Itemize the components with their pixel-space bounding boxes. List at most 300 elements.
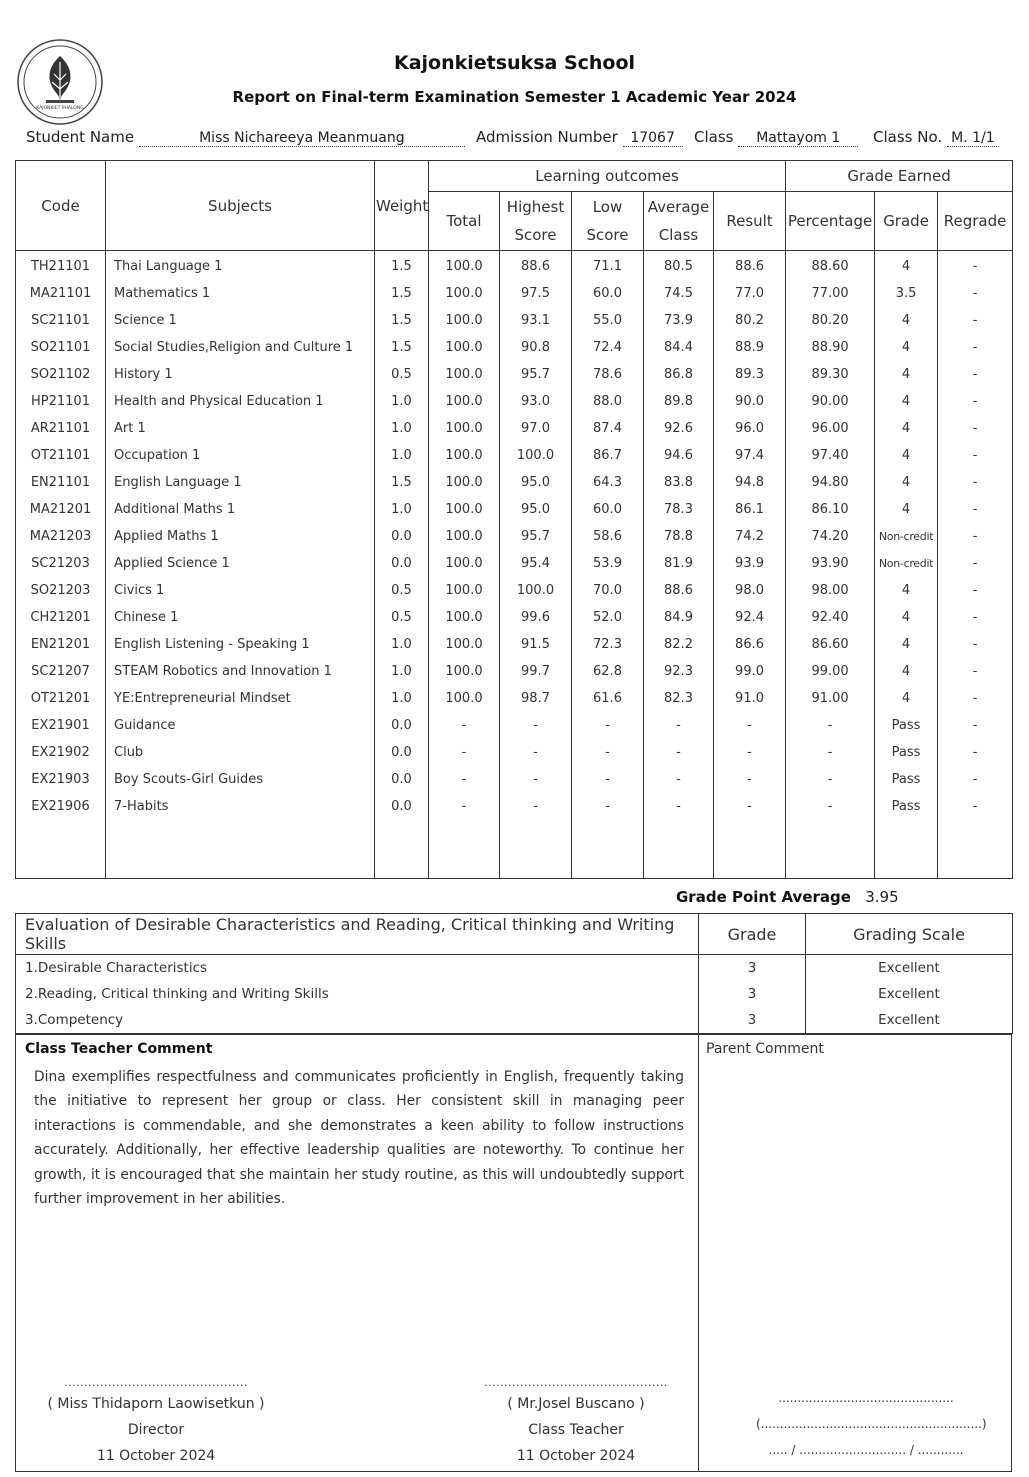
table-row bbox=[16, 280, 1013, 307]
cell-total: 100.0 bbox=[429, 550, 500, 577]
header-code: Code bbox=[16, 161, 106, 251]
cell-low-score: 60.0 bbox=[572, 496, 644, 523]
cell-percentage: 93.90 bbox=[786, 550, 875, 577]
cell-percentage: 90.00 bbox=[786, 388, 875, 415]
header-grade: Grade bbox=[875, 192, 938, 251]
table-row bbox=[16, 307, 1013, 334]
cell-low-score: - bbox=[572, 766, 644, 793]
table-row bbox=[16, 523, 1013, 550]
cell-highest-score: 97.0 bbox=[500, 415, 572, 442]
comments-divider bbox=[698, 1035, 699, 1471]
cell-average-class: 74.5 bbox=[644, 280, 714, 307]
table-row bbox=[16, 388, 1013, 415]
cell-total: 100.0 bbox=[429, 604, 500, 631]
cell-percentage: 94.80 bbox=[786, 469, 875, 496]
cell-subject: 7-Habits bbox=[106, 793, 375, 820]
cell-regrade: - bbox=[938, 415, 1013, 442]
cell-result: - bbox=[714, 793, 786, 820]
cell-subject: Civics 1 bbox=[106, 577, 375, 604]
cell-result: 86.6 bbox=[714, 631, 786, 658]
cell-weight: 0.0 bbox=[375, 712, 429, 739]
cell-low-score: 64.3 bbox=[572, 469, 644, 496]
cell-average-class: 82.3 bbox=[644, 685, 714, 712]
cell-result: - bbox=[714, 766, 786, 793]
cell-percentage: 77.00 bbox=[786, 280, 875, 307]
school-name: Kajonkietsuksa School bbox=[393, 52, 636, 74]
table-row bbox=[16, 712, 1013, 739]
director-signature-line: .............................................. bbox=[64, 1376, 248, 1389]
gpa-value: 3.95 bbox=[865, 888, 899, 906]
cell-weight: 1.0 bbox=[375, 658, 429, 685]
cell-percentage: 86.60 bbox=[786, 631, 875, 658]
cell-highest-score: - bbox=[500, 739, 572, 766]
cell-grade: 4 bbox=[875, 604, 938, 631]
cell-weight: 0.0 bbox=[375, 523, 429, 550]
cell-code: SC21207 bbox=[16, 658, 106, 685]
cell-low-score: - bbox=[572, 793, 644, 820]
cell-result: 99.0 bbox=[714, 658, 786, 685]
evaluation-grade: 3 bbox=[699, 981, 806, 1007]
cell-subject: Occupation 1 bbox=[106, 442, 375, 469]
evaluation-table bbox=[15, 913, 1013, 1034]
cell-highest-score: 99.7 bbox=[500, 658, 572, 685]
cell-subject: Art 1 bbox=[106, 415, 375, 442]
cell-weight: 1.0 bbox=[375, 496, 429, 523]
cell-subject: Health and Physical Education 1 bbox=[106, 388, 375, 415]
cell-result: 89.3 bbox=[714, 361, 786, 388]
evaluation-item: 2.Reading, Critical thinking and Writing Skills bbox=[16, 981, 699, 1007]
class-label: Class bbox=[694, 128, 734, 146]
table-row bbox=[16, 604, 1013, 631]
cell-result: 98.0 bbox=[714, 577, 786, 604]
cell-percentage: 86.10 bbox=[786, 496, 875, 523]
header-percentage: Percentage bbox=[786, 192, 875, 251]
class-teacher-date: 11 October 2024 bbox=[516, 1448, 636, 1464]
cell-total: 100.0 bbox=[429, 388, 500, 415]
cell-average-class: 89.8 bbox=[644, 388, 714, 415]
cell-regrade: - bbox=[938, 361, 1013, 388]
cell-highest-score: 95.7 bbox=[500, 361, 572, 388]
cell-average-class: 88.6 bbox=[644, 577, 714, 604]
cell-percentage: 89.30 bbox=[786, 361, 875, 388]
cell-code: MA21101 bbox=[16, 280, 106, 307]
cell-regrade: - bbox=[938, 739, 1013, 766]
evaluation-header-title: Evaluation of Desirable Characteristics and Reading, Critical thinking and Writing Skills bbox=[16, 914, 699, 955]
cell-percentage: 88.60 bbox=[786, 251, 875, 281]
cell-percentage: 96.00 bbox=[786, 415, 875, 442]
cell-subject: Science 1 bbox=[106, 307, 375, 334]
cell-highest-score: 93.1 bbox=[500, 307, 572, 334]
cell-highest-score: 100.0 bbox=[500, 577, 572, 604]
cell-result: 88.6 bbox=[714, 251, 786, 281]
cell-weight: 0.0 bbox=[375, 739, 429, 766]
cell-weight: 1.5 bbox=[375, 334, 429, 361]
header-result: Result bbox=[714, 192, 786, 251]
cell-highest-score: 88.6 bbox=[500, 251, 572, 281]
table-row bbox=[16, 361, 1013, 388]
table-row bbox=[16, 550, 1013, 577]
cell-weight: 1.5 bbox=[375, 307, 429, 334]
cell-low-score: 71.1 bbox=[572, 251, 644, 281]
cell-total: 100.0 bbox=[429, 307, 500, 334]
class-value: Mattayom 1 bbox=[738, 130, 858, 147]
header-regrade: Regrade bbox=[938, 192, 1013, 251]
cell-result: 93.9 bbox=[714, 550, 786, 577]
cell-subject: Boy Scouts-Girl Guides bbox=[106, 766, 375, 793]
cell-subject: Club bbox=[106, 739, 375, 766]
cell-code: SO21102 bbox=[16, 361, 106, 388]
cell-total: 100.0 bbox=[429, 631, 500, 658]
table-row bbox=[16, 658, 1013, 685]
cell-regrade: - bbox=[938, 766, 1013, 793]
cell-average-class: 86.8 bbox=[644, 361, 714, 388]
cell-percentage: 74.20 bbox=[786, 523, 875, 550]
cell-low-score: 78.6 bbox=[572, 361, 644, 388]
cell-weight: 0.5 bbox=[375, 577, 429, 604]
cell-code: SC21203 bbox=[16, 550, 106, 577]
cell-low-score: 70.0 bbox=[572, 577, 644, 604]
cell-regrade: - bbox=[938, 469, 1013, 496]
cell-weight: 1.0 bbox=[375, 685, 429, 712]
table-filler-row bbox=[16, 820, 1013, 879]
director-signature bbox=[36, 1375, 276, 1469]
cell-total: 100.0 bbox=[429, 251, 500, 281]
cell-regrade: - bbox=[938, 442, 1013, 469]
cell-total: 100.0 bbox=[429, 685, 500, 712]
cell-grade: 4 bbox=[875, 251, 938, 281]
cell-result: 97.4 bbox=[714, 442, 786, 469]
cell-total: 100.0 bbox=[429, 442, 500, 469]
class-teacher-comment-title: Class Teacher Comment bbox=[25, 1041, 213, 1057]
cell-weight: 0.0 bbox=[375, 550, 429, 577]
cell-percentage: - bbox=[786, 793, 875, 820]
cell-weight: 1.0 bbox=[375, 388, 429, 415]
gpa-label: Grade Point Average bbox=[676, 888, 851, 906]
admission-number-label: Admission Number bbox=[476, 128, 618, 146]
cell-regrade: - bbox=[938, 307, 1013, 334]
cell-highest-score: 91.5 bbox=[500, 631, 572, 658]
cell-total: 100.0 bbox=[429, 415, 500, 442]
cell-total: 100.0 bbox=[429, 280, 500, 307]
cell-weight: 1.5 bbox=[375, 469, 429, 496]
cell-average-class: 84.9 bbox=[644, 604, 714, 631]
cell-code: OT21101 bbox=[16, 442, 106, 469]
cell-low-score: 61.6 bbox=[572, 685, 644, 712]
cell-highest-score: 98.7 bbox=[500, 685, 572, 712]
cell-regrade: - bbox=[938, 577, 1013, 604]
admission-number-value: 17067 bbox=[623, 130, 683, 147]
cell-total: 100.0 bbox=[429, 496, 500, 523]
cell-highest-score: 100.0 bbox=[500, 442, 572, 469]
cell-weight: 1.0 bbox=[375, 631, 429, 658]
class-teacher-signature-line: .............................................. bbox=[484, 1376, 668, 1389]
cell-result: 92.4 bbox=[714, 604, 786, 631]
cell-grade: 4 bbox=[875, 415, 938, 442]
cell-average-class: 83.8 bbox=[644, 469, 714, 496]
header-highest-score: Highest Score bbox=[500, 192, 572, 251]
header-grade-earned: Grade Earned bbox=[786, 161, 1013, 192]
evaluation-row bbox=[16, 955, 1013, 982]
cell-grade: 4 bbox=[875, 631, 938, 658]
cell-grade: 4 bbox=[875, 577, 938, 604]
parent-signature-line: .............................................. bbox=[778, 1391, 954, 1405]
director-role: Director bbox=[127, 1422, 185, 1438]
table-row bbox=[16, 442, 1013, 469]
cell-subject: YE:Entrepreneurial Mindset bbox=[106, 685, 375, 712]
cell-low-score: 72.4 bbox=[572, 334, 644, 361]
cell-low-score: - bbox=[572, 712, 644, 739]
cell-grade: 4 bbox=[875, 496, 938, 523]
cell-subject: Applied Maths 1 bbox=[106, 523, 375, 550]
cell-grade: 4 bbox=[875, 361, 938, 388]
cell-regrade: - bbox=[938, 658, 1013, 685]
evaluation-item: 1.Desirable Characteristics bbox=[16, 955, 699, 982]
student-name-label: Student Name bbox=[26, 128, 135, 146]
cell-average-class: 92.3 bbox=[644, 658, 714, 685]
cell-grade: Non-credit bbox=[875, 523, 938, 550]
cell-weight: 1.5 bbox=[375, 251, 429, 281]
cell-percentage: - bbox=[786, 712, 875, 739]
cell-low-score: 62.8 bbox=[572, 658, 644, 685]
cell-grade: Non-credit bbox=[875, 550, 938, 577]
cell-regrade: - bbox=[938, 631, 1013, 658]
cell-highest-score: 95.7 bbox=[500, 523, 572, 550]
cell-highest-score: 95.4 bbox=[500, 550, 572, 577]
cell-result: - bbox=[714, 712, 786, 739]
cell-code: OT21201 bbox=[16, 685, 106, 712]
admission-number-field bbox=[476, 128, 683, 147]
parent-date-field: ..... / ............................ / ............ bbox=[768, 1443, 964, 1457]
seal-text: KAJONKIET PHALONG bbox=[36, 106, 84, 111]
cell-regrade: - bbox=[938, 523, 1013, 550]
cell-total: - bbox=[429, 766, 500, 793]
cell-code: HP21101 bbox=[16, 388, 106, 415]
cell-code: EN21201 bbox=[16, 631, 106, 658]
cell-total: 100.0 bbox=[429, 577, 500, 604]
cell-average-class: - bbox=[644, 766, 714, 793]
cell-highest-score: 97.5 bbox=[500, 280, 572, 307]
grade-point-average bbox=[676, 888, 899, 906]
evaluation-header-grade: Grade bbox=[699, 914, 806, 955]
cell-grade: 4 bbox=[875, 658, 938, 685]
parent-name-field: (..........................................................) bbox=[756, 1417, 987, 1431]
cell-code: EN21101 bbox=[16, 469, 106, 496]
class-number-field bbox=[873, 128, 999, 147]
cell-weight: 0.5 bbox=[375, 604, 429, 631]
cell-code: SC21101 bbox=[16, 307, 106, 334]
cell-grade: 4 bbox=[875, 685, 938, 712]
cell-weight: 0.0 bbox=[375, 793, 429, 820]
cell-grade: 4 bbox=[875, 442, 938, 469]
cell-average-class: - bbox=[644, 793, 714, 820]
cell-average-class: 92.6 bbox=[644, 415, 714, 442]
evaluation-header-scale: Grading Scale bbox=[806, 914, 1013, 955]
cell-low-score: 60.0 bbox=[572, 280, 644, 307]
table-row bbox=[16, 415, 1013, 442]
cell-average-class: 80.5 bbox=[644, 251, 714, 281]
cell-weight: 1.0 bbox=[375, 442, 429, 469]
cell-grade: Pass bbox=[875, 766, 938, 793]
cell-subject: English Listening - Speaking 1 bbox=[106, 631, 375, 658]
grades-table bbox=[15, 160, 1013, 879]
cell-average-class: - bbox=[644, 712, 714, 739]
evaluation-item: 3.Competency bbox=[16, 1007, 699, 1034]
cell-code: MA21203 bbox=[16, 523, 106, 550]
cell-weight: 0.0 bbox=[375, 766, 429, 793]
cell-result: 80.2 bbox=[714, 307, 786, 334]
cell-average-class: 73.9 bbox=[644, 307, 714, 334]
table-row bbox=[16, 739, 1013, 766]
cell-percentage: - bbox=[786, 766, 875, 793]
table-row bbox=[16, 577, 1013, 604]
cell-subject: Guidance bbox=[106, 712, 375, 739]
cell-weight: 0.5 bbox=[375, 361, 429, 388]
evaluation-row bbox=[16, 1007, 1013, 1034]
cell-low-score: 87.4 bbox=[572, 415, 644, 442]
cell-weight: 1.5 bbox=[375, 280, 429, 307]
cell-code: SO21203 bbox=[16, 577, 106, 604]
cell-result: 77.0 bbox=[714, 280, 786, 307]
cell-grade: 4 bbox=[875, 334, 938, 361]
cell-average-class: 78.3 bbox=[644, 496, 714, 523]
header-total: Total bbox=[429, 192, 500, 251]
table-row bbox=[16, 496, 1013, 523]
table-row bbox=[16, 251, 1013, 281]
cell-average-class: 78.8 bbox=[644, 523, 714, 550]
header-subjects: Subjects bbox=[106, 161, 375, 251]
table-row bbox=[16, 469, 1013, 496]
parent-comment-title: Parent Comment bbox=[706, 1041, 824, 1057]
cell-subject: Social Studies,Religion and Culture 1 bbox=[106, 334, 375, 361]
cell-code: EX21903 bbox=[16, 766, 106, 793]
cell-code: TH21101 bbox=[16, 251, 106, 281]
cell-subject: Additional Maths 1 bbox=[106, 496, 375, 523]
cell-highest-score: 95.0 bbox=[500, 469, 572, 496]
cell-weight: 1.0 bbox=[375, 415, 429, 442]
table-row bbox=[16, 631, 1013, 658]
cell-subject: Applied Science 1 bbox=[106, 550, 375, 577]
cell-regrade: - bbox=[938, 604, 1013, 631]
cell-code: SO21101 bbox=[16, 334, 106, 361]
evaluation-table-body bbox=[16, 955, 1013, 1034]
cell-grade: Pass bbox=[875, 739, 938, 766]
cell-code: CH21201 bbox=[16, 604, 106, 631]
cell-regrade: - bbox=[938, 280, 1013, 307]
cell-highest-score: 95.0 bbox=[500, 496, 572, 523]
cell-result: 90.0 bbox=[714, 388, 786, 415]
cell-highest-score: - bbox=[500, 793, 572, 820]
cell-total: 100.0 bbox=[429, 361, 500, 388]
evaluation-scale: Excellent bbox=[806, 1007, 1013, 1034]
cell-grade: 4 bbox=[875, 307, 938, 334]
cell-subject: History 1 bbox=[106, 361, 375, 388]
cell-percentage: 99.00 bbox=[786, 658, 875, 685]
parent-signature bbox=[756, 1385, 987, 1463]
cell-result: 86.1 bbox=[714, 496, 786, 523]
header-average-class: Average Class bbox=[644, 192, 714, 251]
student-name-field bbox=[26, 128, 465, 147]
cell-subject: Thai Language 1 bbox=[106, 251, 375, 281]
cell-total: - bbox=[429, 793, 500, 820]
cell-total: 100.0 bbox=[429, 658, 500, 685]
evaluation-scale: Excellent bbox=[806, 955, 1013, 982]
cell-average-class: 94.6 bbox=[644, 442, 714, 469]
director-name: ( Miss Thidaporn Laowisetkun ) bbox=[47, 1396, 265, 1412]
cell-total: 100.0 bbox=[429, 523, 500, 550]
cell-result: 88.9 bbox=[714, 334, 786, 361]
cell-low-score: 86.7 bbox=[572, 442, 644, 469]
header-learning-outcomes: Learning outcomes bbox=[429, 161, 786, 192]
cell-total: 100.0 bbox=[429, 469, 500, 496]
cell-regrade: - bbox=[938, 496, 1013, 523]
cell-percentage: 88.90 bbox=[786, 334, 875, 361]
cell-regrade: - bbox=[938, 712, 1013, 739]
cell-percentage: - bbox=[786, 739, 875, 766]
cell-highest-score: 90.8 bbox=[500, 334, 572, 361]
cell-percentage: 97.40 bbox=[786, 442, 875, 469]
cell-regrade: - bbox=[938, 550, 1013, 577]
cell-total: 100.0 bbox=[429, 334, 500, 361]
director-date: 11 October 2024 bbox=[96, 1448, 216, 1464]
cell-grade: Pass bbox=[875, 793, 938, 820]
cell-code: EX21902 bbox=[16, 739, 106, 766]
comments-section bbox=[15, 1034, 1012, 1472]
cell-result: 74.2 bbox=[714, 523, 786, 550]
cell-regrade: - bbox=[938, 685, 1013, 712]
evaluation-scale: Excellent bbox=[806, 981, 1013, 1007]
cell-result: 91.0 bbox=[714, 685, 786, 712]
table-row bbox=[16, 685, 1013, 712]
cell-highest-score: 93.0 bbox=[500, 388, 572, 415]
class-field bbox=[694, 128, 858, 147]
table-row bbox=[16, 334, 1013, 361]
cell-subject: STEAM Robotics and Innovation 1 bbox=[106, 658, 375, 685]
cell-result: - bbox=[714, 739, 786, 766]
table-row bbox=[16, 793, 1013, 820]
cell-grade: 4 bbox=[875, 388, 938, 415]
cell-code: EX21901 bbox=[16, 712, 106, 739]
cell-regrade: - bbox=[938, 251, 1013, 281]
class-number-label: Class No. bbox=[873, 128, 943, 146]
cell-percentage: 80.20 bbox=[786, 307, 875, 334]
evaluation-grade: 3 bbox=[699, 955, 806, 982]
cell-average-class: 82.2 bbox=[644, 631, 714, 658]
cell-regrade: - bbox=[938, 388, 1013, 415]
cell-code: MA21201 bbox=[16, 496, 106, 523]
cell-percentage: 91.00 bbox=[786, 685, 875, 712]
class-number-value: M. 1/1 bbox=[947, 130, 999, 147]
cell-result: 96.0 bbox=[714, 415, 786, 442]
cell-low-score: 88.0 bbox=[572, 388, 644, 415]
cell-code: EX21906 bbox=[16, 793, 106, 820]
cell-low-score: - bbox=[572, 739, 644, 766]
class-teacher-comment-text: Dina exemplifies respectfulness and communicates proficiently in English, frequently taking the initiative to represent her group or class. Her consistent skill in managing peer interactions is commendable, and she demonstrates a keen ability to follow instructions accurately. Additionally, her effective leadership qualities are noteworthy. To continue her growth, it is encouraged that she maintain her study routine, as this will undoubtedly support further improvement in her abilities. bbox=[34, 1069, 684, 1208]
header-low-score: Low Score bbox=[572, 192, 644, 251]
cell-percentage: 98.00 bbox=[786, 577, 875, 604]
cell-total: - bbox=[429, 712, 500, 739]
cell-result: 94.8 bbox=[714, 469, 786, 496]
cell-low-score: 52.0 bbox=[572, 604, 644, 631]
table-row bbox=[16, 766, 1013, 793]
cell-highest-score: 99.6 bbox=[500, 604, 572, 631]
cell-low-score: 58.6 bbox=[572, 523, 644, 550]
cell-low-score: 53.9 bbox=[572, 550, 644, 577]
report-title: Report on Final-term Examination Semester 1 Academic Year 2024 bbox=[232, 88, 797, 106]
class-teacher-signature bbox=[456, 1375, 696, 1469]
cell-low-score: 72.3 bbox=[572, 631, 644, 658]
evaluation-grade: 3 bbox=[699, 1007, 806, 1034]
student-name-value: Miss Nichareeya Meanmuang bbox=[139, 130, 465, 147]
